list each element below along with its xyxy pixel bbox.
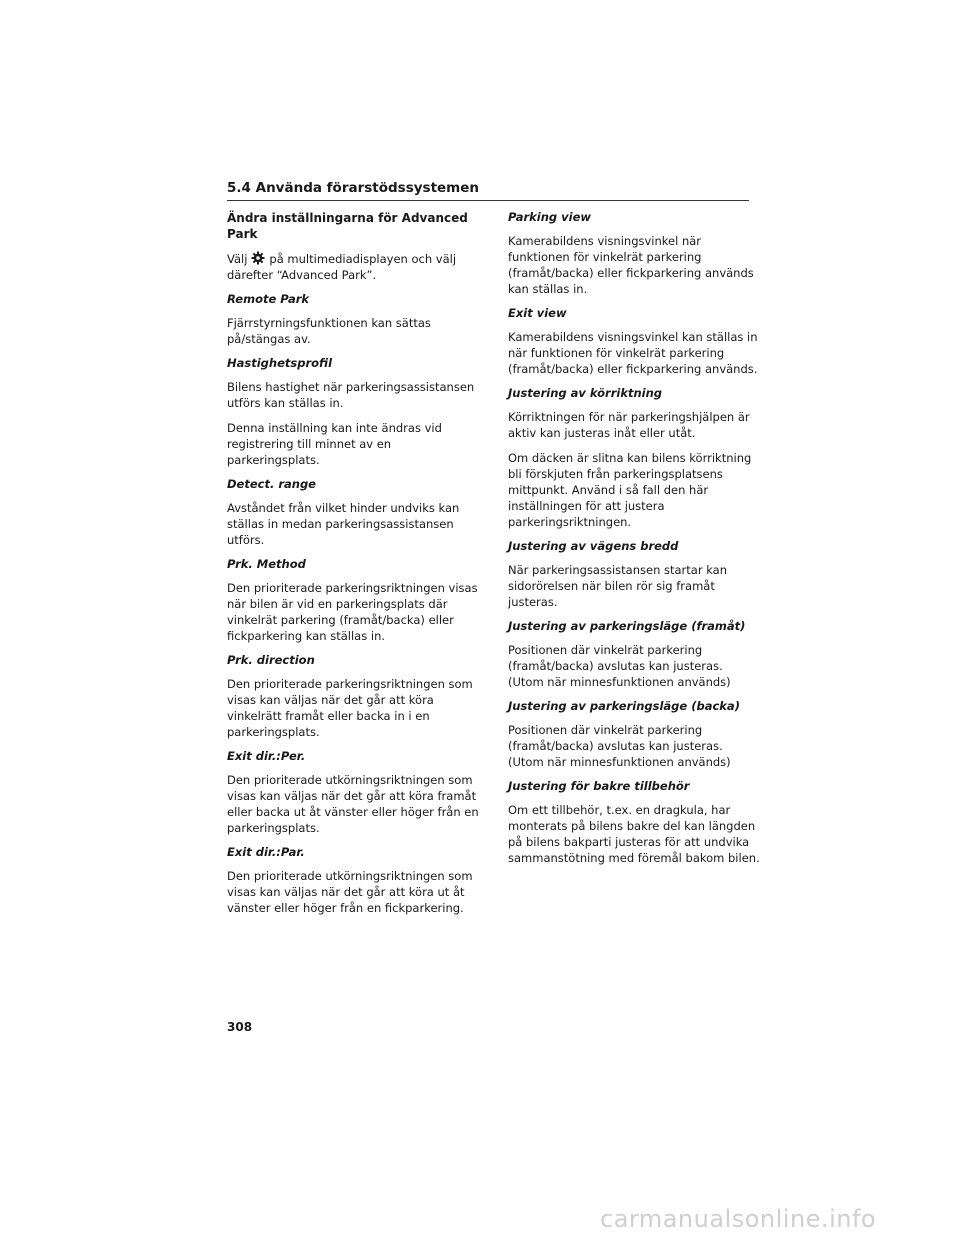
setting-item	[508, 539, 760, 610]
setting-description: Positionen där vinkelrät parkering (framåt/backa) avslutas kan justeras. (Utom när minnesfunktionen används)	[508, 723, 731, 769]
setting-description: Den prioriterade parkeringsriktningen visas när bilen är vid en parkeringsplats där vinkelrät parkering (framåt/backa) eller fickparkering kan ställas in.	[227, 581, 478, 643]
setting-title: Prk. direction	[227, 653, 315, 667]
setting-description: Denna inställning kan inte ändras vid registrering till minnet av en parkeringsplats.	[227, 421, 442, 467]
setting-item	[227, 292, 479, 347]
setting-item	[508, 619, 760, 690]
intro-text-before: Välj	[227, 252, 248, 266]
setting-item	[508, 210, 760, 297]
setting-item	[508, 699, 760, 770]
setting-title: Hastighetsprofil	[227, 356, 333, 370]
setting-description: Kamerabildens visningsvinkel när funktionen för vinkelrät parkering (framåt/backa) eller fickparkering används kan ställas in.	[508, 234, 754, 296]
setting-title: Justering av parkeringsläge (framåt)	[508, 619, 746, 633]
setting-item	[227, 845, 479, 916]
setting-title: Prk. Method	[227, 557, 306, 571]
setting-description: Positionen där vinkelrät parkering (framåt/backa) avslutas kan justeras. (Utom när minnesfunktionen används)	[508, 643, 731, 689]
setting-description: Fjärrstyrningsfunktionen kan sättas på/stängas av.	[227, 316, 431, 346]
setting-description: Den prioriterade parkeringsriktningen som visas kan väljas när det går att köra vinkelrätt framåt eller backa in i en parkeringsplats.	[227, 677, 473, 739]
setting-item	[508, 779, 760, 866]
setting-title: Exit dir.:Par.	[227, 845, 305, 859]
setting-description: Körriktningen för när parkeringshjälpen är aktiv kan justeras inåt eller utåt.	[508, 410, 750, 440]
setting-description: Den prioriterade utkörningsriktningen som visas kan väljas när det går att köra framåt eller backa ut åt vänster eller höger från en parkeringsplats.	[227, 773, 479, 835]
setting-description: Den prioriterade utkörningsriktningen som visas kan väljas när det går att köra ut åt vänster eller höger från en fickparkering.	[227, 869, 473, 915]
intro-text-after: på multimediadisplayen och välj därefter “Advanced Park”.	[227, 252, 457, 282]
setting-title: Exit dir.:Per.	[227, 749, 306, 763]
setting-item	[227, 749, 479, 836]
setting-title: Justering av parkeringsläge (backa)	[508, 699, 740, 713]
setting-title: Justering av körriktning	[508, 386, 663, 400]
settings-heading: Ändra inställningarna för Advanced Park	[227, 211, 468, 241]
section-header	[227, 177, 749, 201]
setting-title: Justering för bakre tillbehör	[508, 779, 690, 793]
setting-description: Avståndet från vilket hinder undviks kan ställas in medan parkeringsassistansen utförs.	[227, 501, 460, 547]
right-settings-list	[508, 210, 760, 866]
setting-item	[227, 356, 479, 468]
setting-title: Justering av vägens bredd	[508, 539, 679, 553]
setting-item	[508, 306, 760, 377]
setting-item	[227, 653, 479, 740]
section-title: 5.4 Använda förarstödssystemen	[227, 180, 480, 196]
setting-item	[227, 557, 479, 644]
setting-description: Kamerabildens visningsvinkel kan ställas in när funktionen för vinkelrät parkering (framåt/backa) eller fickparkering används.	[508, 330, 758, 376]
gear-icon	[251, 251, 265, 265]
setting-title: Detect. range	[227, 477, 316, 491]
setting-description: Bilens hastighet när parkeringsassistansen utförs kan ställas in.	[227, 380, 475, 410]
setting-item	[227, 477, 479, 548]
page-number: 308	[227, 1020, 253, 1034]
setting-description: Om ett tillbehör, t.ex. en dragkula, har monterats på bilens bakre del kan längden på bilens bakparti justeras för att undvika sammanstötning med föremål bakom bilen.	[508, 803, 760, 865]
setting-item	[508, 386, 760, 530]
left-settings-list	[227, 292, 479, 916]
setting-title: Parking view	[508, 210, 591, 224]
setting-title: Exit view	[508, 306, 567, 320]
setting-description: Om däcken är slitna kan bilens körriktning bli förskjuten från parkeringsplatsens mittpunkt. Använd i så fall den här inställningen för att justera parkeringsriktningen.	[508, 451, 752, 529]
intro-paragraph	[227, 251, 479, 283]
right-column	[508, 210, 760, 875]
left-column	[227, 210, 479, 925]
setting-description: När parkeringsassistansen startar kan sidorörelsen när bilen rör sig framåt justeras.	[508, 563, 728, 609]
setting-title: Remote Park	[227, 292, 310, 306]
watermark: carmanualsonline.info	[600, 1205, 877, 1233]
